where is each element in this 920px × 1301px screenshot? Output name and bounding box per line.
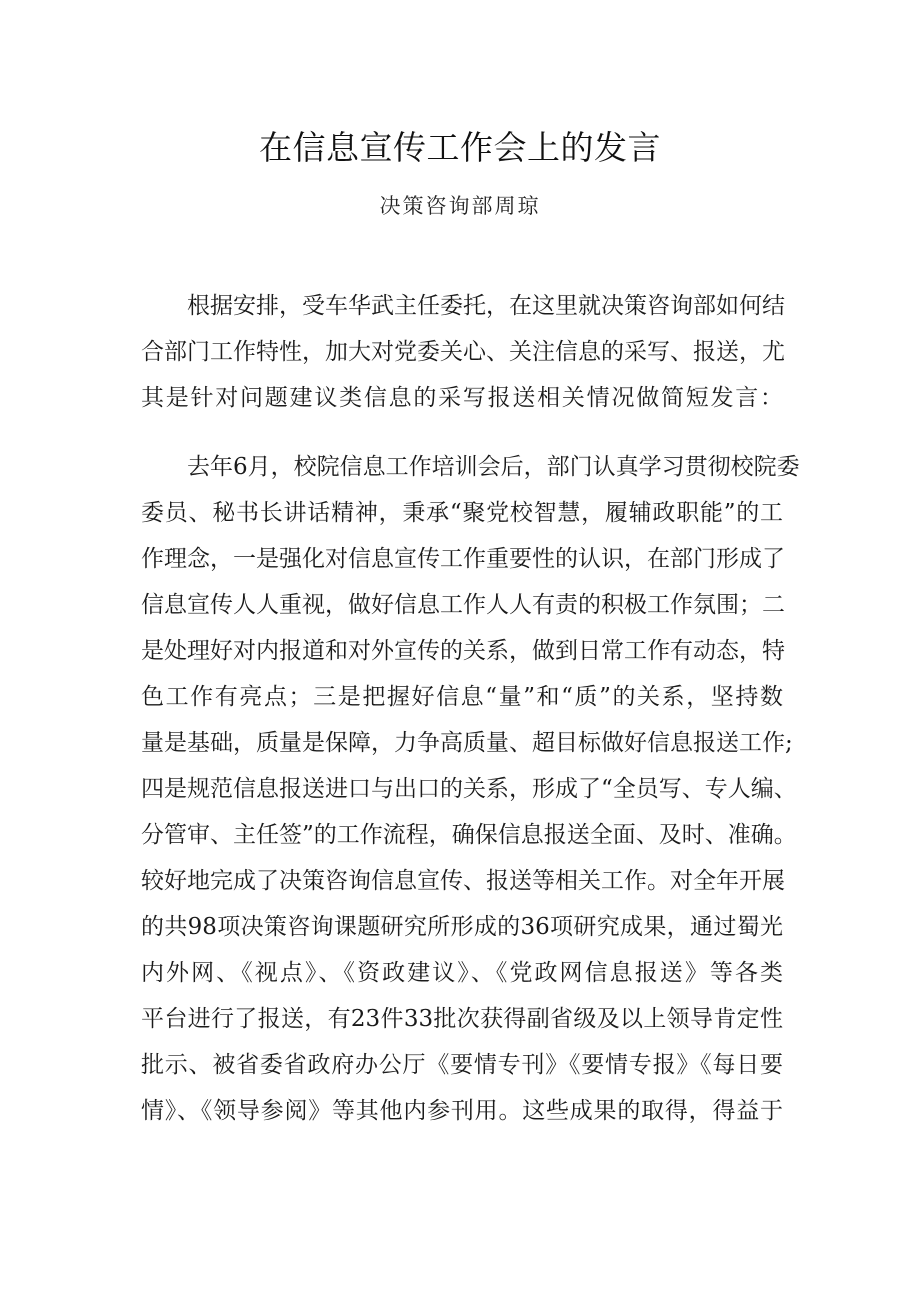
- paragraph-line: 分管审、主任签”的工作流程，确保信息报送全面、及时、准确。: [141, 822, 797, 848]
- paragraph-line: 其是针对问题建议类信息的采写报送相关情况做简短发言：: [141, 385, 783, 411]
- paragraph-line: 作理念，一是强化对信息宣传工作重要性的认识，在部门形成了: [141, 546, 785, 572]
- paragraph-line: 量是基础，质量是保障，力争高质量、超目标做好信息报送工作;: [141, 730, 793, 756]
- paragraph-line: 去年6月，校院信息工作培训会后，部门认真学习贯彻校院委: [187, 454, 800, 480]
- paragraph-line: 情》、《领导参阅》等其他内参刊用。这些成果的取得，得益于: [141, 1098, 783, 1124]
- paragraph-line: 合部门工作特性，加大对党委关心、关注信息的采写、报送，尤: [141, 339, 785, 365]
- paragraph-line: 平台进行了报送，有23件33批次获得副省级及以上领导肯定性: [141, 1006, 783, 1032]
- paragraph-intro: [141, 283, 783, 421]
- paragraph-line: 色工作有亮点；三是把握好信息“量”和“质”的关系，坚持数: [141, 684, 783, 710]
- paragraph-line: 根据安排，受车华武主任委托，在这里就决策咨询部如何结: [187, 293, 785, 319]
- document-title: 在信息宣传工作会上的发言: [259, 128, 661, 167]
- paragraph-line: 较好地完成了决策咨询信息宣传、报送等相关工作。对全年开展: [141, 868, 785, 894]
- paragraph-line: 的共98项决策咨询课题研究所形成的36项研究成果，通过蜀光: [141, 914, 783, 940]
- paragraph-line: 是处理好对内报道和对外宣传的关系，做到日常工作有动态，特: [141, 638, 785, 664]
- paragraph-review: [141, 444, 800, 1134]
- document-author: 决策咨询部周琼: [379, 194, 541, 218]
- paragraph-line: 委员、秘书长讲话精神，秉承“聚党校智慧，履辅政职能”的工: [141, 500, 783, 526]
- paragraph-line: 批示、被省委省政府办公厅《要情专刊》《要情专报》《每日要: [141, 1052, 783, 1078]
- paragraph-line: 四是规范信息报送进口与出口的关系，形成了“全员写、专人编、: [141, 776, 797, 802]
- paragraph-line: 内外网、《视点》、《资政建议》、《党政网信息报送》等各类: [141, 960, 783, 986]
- paragraph-line: 信息宣传人人重视，做好信息工作人人有责的积极工作氛围；二: [141, 592, 785, 618]
